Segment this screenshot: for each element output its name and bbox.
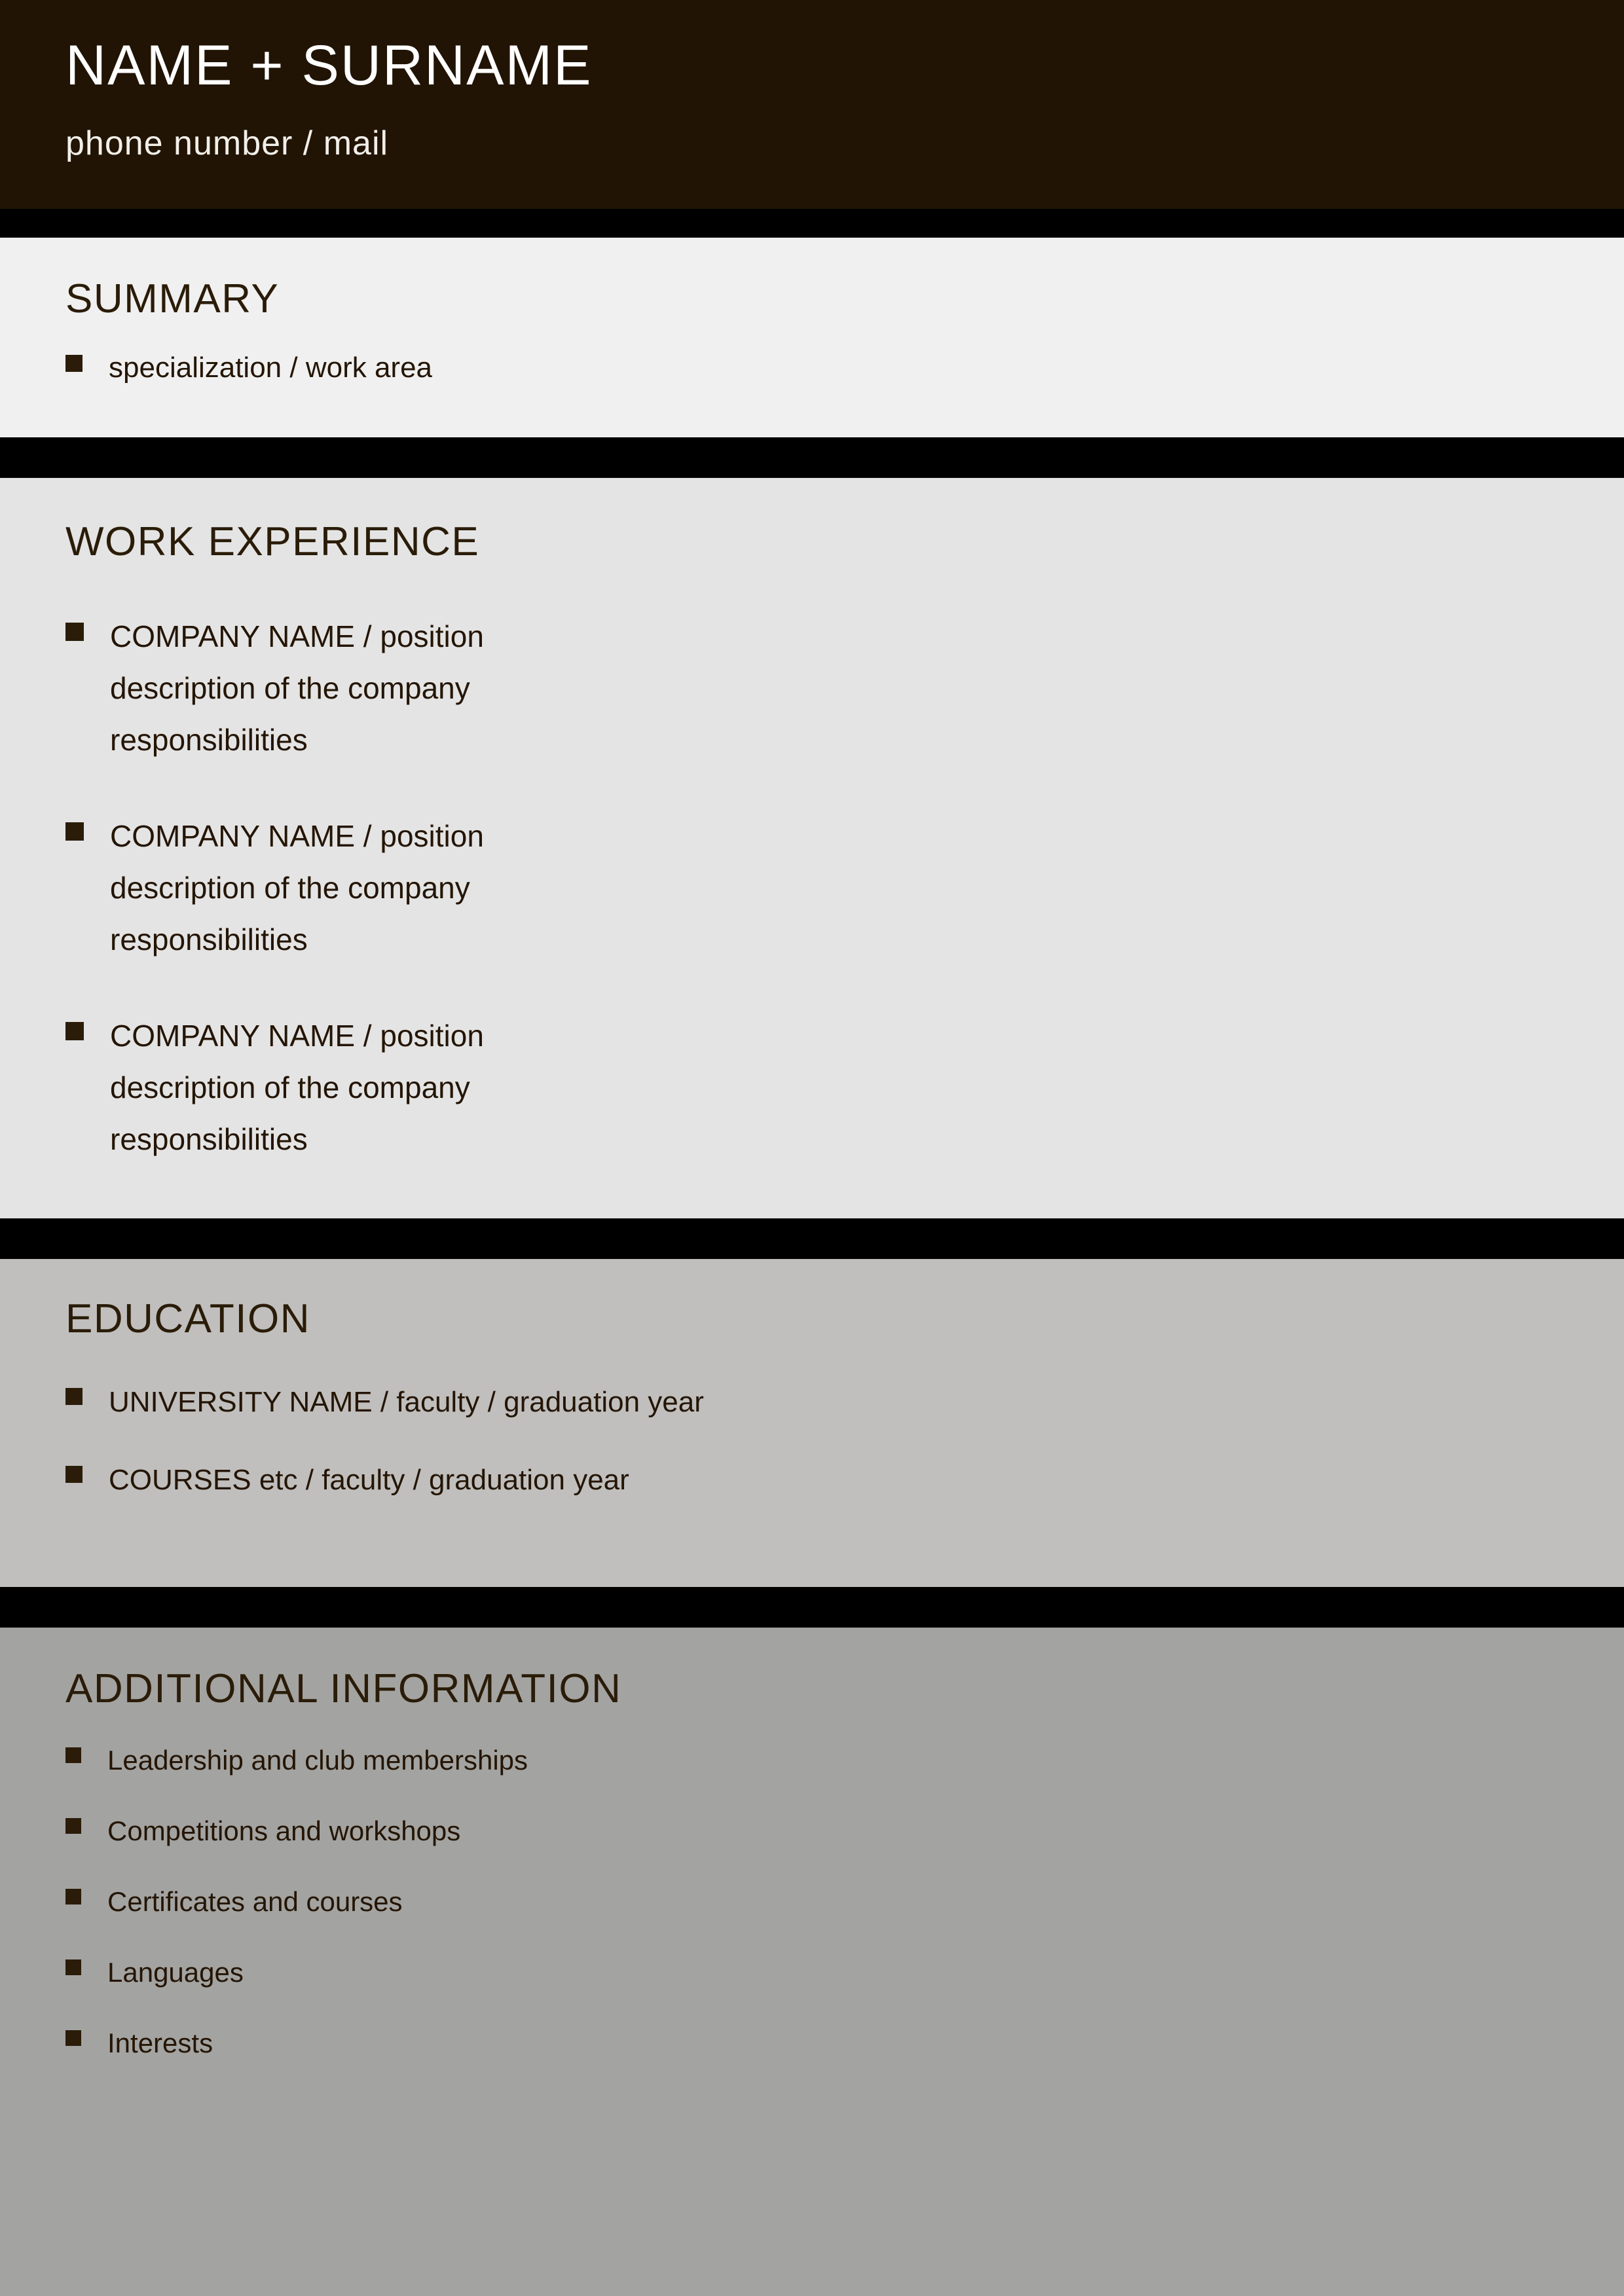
work-experience-title: WORK EXPERIENCE [65,519,480,564]
section-work-experience [0,478,1624,1218]
square-bullet-icon [65,1388,83,1405]
additional-item-label: Leadership and club memberships [107,1745,528,1776]
list-item [65,344,1559,391]
additional-item-label: Languages [107,1957,244,1988]
list-item-content [109,1379,704,1425]
work-entry-description: description of the company [110,1070,470,1105]
square-bullet-icon [65,822,84,841]
list-item [65,1379,1559,1425]
square-bullet-icon [65,1747,81,1763]
list-item [65,1950,1559,1995]
square-bullet-icon [65,1818,81,1834]
list-item-content [109,1457,629,1503]
list-item-content [107,1950,244,1995]
list-item [65,811,1559,966]
work-entry-company-position: COMPANY NAME / position [110,619,484,653]
list-item [65,1010,1559,1165]
list-item [65,611,1559,766]
candidate-contact: phone number / mail [65,124,389,163]
list-item [65,1457,1559,1503]
additional-item-label: Certificates and courses [107,1886,403,1918]
work-experience-list [65,611,1559,1166]
education-item-label: UNIVERSITY NAME / faculty / graduation year [109,1385,704,1418]
square-bullet-icon [65,1959,81,1975]
divider-bar-1 [0,209,1624,238]
list-item-content [107,1809,460,1853]
divider-bar-3 [0,1218,1624,1259]
list-item [65,1809,1559,1853]
resume-header [0,0,1624,209]
education-item-label: COURSES etc / faculty / graduation year [109,1463,629,1496]
work-entry-company-position: COMPANY NAME / position [110,1019,484,1053]
square-bullet-icon [65,1466,83,1483]
education-title: EDUCATION [65,1296,311,1341]
list-item-content [109,344,432,391]
square-bullet-icon [65,1022,84,1040]
additional-item-label: Competitions and workshops [107,1815,461,1847]
square-bullet-icon [65,2030,81,2046]
section-summary [0,238,1624,437]
additional-item-label: Interests [107,2028,213,2059]
divider-bar-4 [0,1587,1624,1628]
section-additional-information [0,1628,1624,2296]
square-bullet-icon [65,623,84,641]
list-item [65,1880,1559,1924]
square-bullet-icon [65,1889,81,1904]
summary-title: SUMMARY [65,276,280,322]
work-entry-content [110,1010,484,1165]
square-bullet-icon [65,355,83,372]
work-entry-responsibilities: responsibilities [110,722,308,757]
work-entry-description: description of the company [110,670,470,705]
additional-information-list [65,1738,1559,2066]
work-entry-description: description of the company [110,871,470,905]
work-entry-content [110,611,484,766]
summary-item-label: specialization / work area [109,352,433,384]
list-item-content [107,1880,403,1924]
list-item-content [107,2021,213,2066]
work-entry-content [110,811,484,966]
work-entry-responsibilities: responsibilities [110,1122,308,1157]
summary-list [65,344,1559,391]
list-item-content [107,1738,528,1783]
divider-bar-2 [0,437,1624,478]
additional-information-title: ADDITIONAL INFORMATION [65,1666,622,1712]
work-entry-company-position: COMPANY NAME / position [110,818,484,853]
work-entry-responsibilities: responsibilities [110,922,308,957]
list-item [65,2021,1559,2066]
education-list [65,1379,1559,1504]
list-item [65,1738,1559,1783]
candidate-name: NAME + SURNAME [65,34,593,97]
section-education [0,1259,1624,1588]
